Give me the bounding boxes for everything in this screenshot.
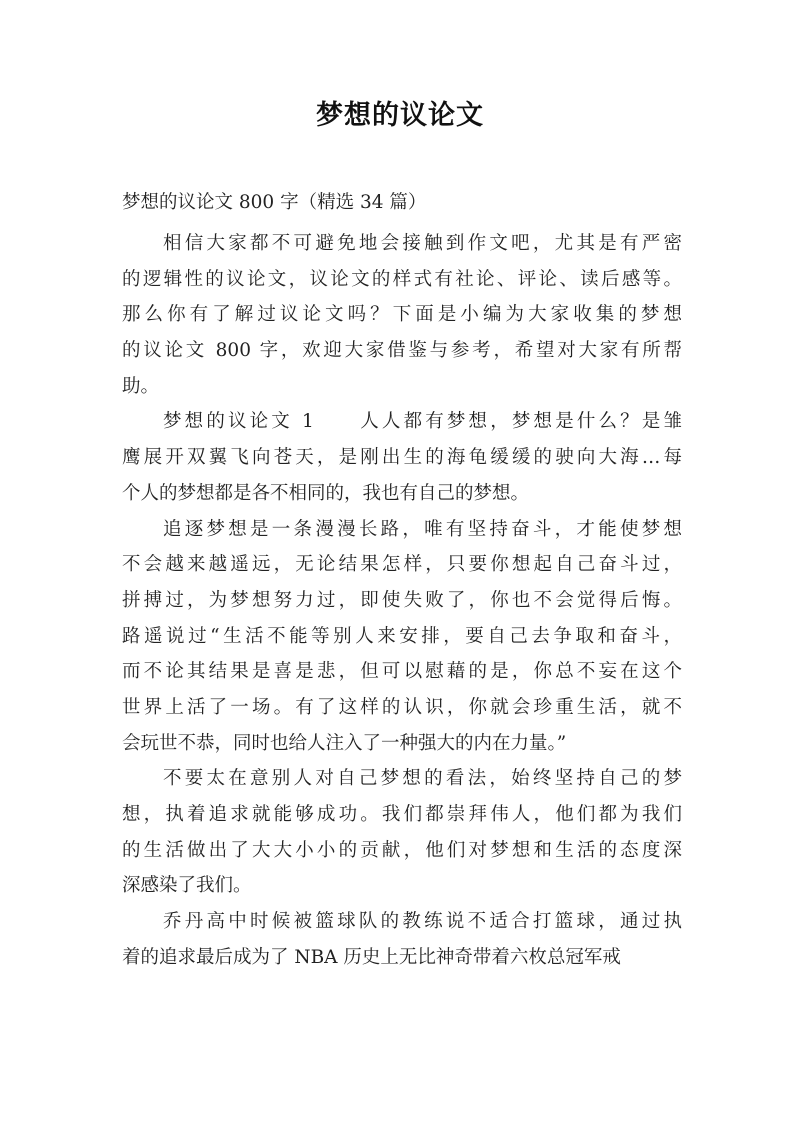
text-line: 梦想的议论文 1 人人都有梦想，梦想是什么？是雏: [163, 411, 682, 433]
text-line: 拼搏过，为梦想努力过，即使失败了，你也不会觉得后悔。: [122, 589, 682, 611]
text-line: 而不论其结果是喜是悲，但可以慰藉的是，你总不妄在这个: [122, 661, 682, 683]
paragraph-intro: [122, 226, 682, 404]
text-line: 鹰展开双翼飞向苍天，是刚出生的海龟缓缓的驶向大海…每: [122, 447, 682, 469]
text-line: 深感染了我们。: [122, 875, 252, 897]
text-line: 那么你有了解过议论文吗？下面是小编为大家收集的梦想: [122, 304, 682, 326]
paragraph-essay-1-opening: [122, 404, 682, 511]
text-line: 想，执着追求就能够成功。我们都崇拜伟人，他们都为我们: [122, 804, 682, 825]
paragraph-jordan: [122, 904, 682, 975]
text-line: 乔丹高中时候被篮球队的教练说不适合打篮球，通过执: [163, 911, 682, 933]
text-line: 助。: [122, 375, 160, 397]
text-line: 着的追求最后成为了 NBA 历史上无比神奇带着六枚总冠军戒: [122, 946, 621, 968]
text-line: 不要太在意别人对自己梦想的看法，始终坚持自己的梦: [163, 768, 682, 790]
text-line: 相信大家都不可避免地会接触到作文吧，尤其是有严密: [163, 233, 682, 254]
text-line: 世界上活了一场。有了这样的认识，你就会珍重生活，就不: [122, 696, 682, 718]
text-line: 会玩世不恭，同时也给人注入了一种强大的内在力量。”: [122, 732, 567, 754]
text-line: 的议论文 800 字，欢迎大家借鉴与参考，希望对大家有所帮: [122, 340, 682, 362]
text-line: 的生活做出了大大小小的贡献，他们对梦想和生活的态度深: [122, 839, 682, 861]
text-line: 路遥说过“生活不能等别人来安排，要自己去争取和奋斗，: [122, 625, 682, 647]
document-subtitle: 梦想的议论文 800 字（精选 34 篇）: [122, 192, 427, 213]
paragraph-chasing-dreams: [122, 512, 682, 762]
text-line: 不会越来越遥远，无论结果怎样，只要你想起自己奋斗过，: [122, 554, 682, 576]
text-line: 追逐梦想是一条漫漫长路，唯有坚持奋斗，才能使梦想: [163, 518, 682, 540]
text-line: 的逻辑性的议论文，议论文的样式有社论、评论、读后感等。: [122, 268, 682, 290]
paragraph-others-opinions: [122, 761, 682, 904]
text-line: 个人的梦想都是各不相同的，我也有自己的梦想。: [122, 482, 530, 504]
document-title: 梦想的议论文: [316, 100, 484, 131]
document-body: [122, 226, 682, 975]
